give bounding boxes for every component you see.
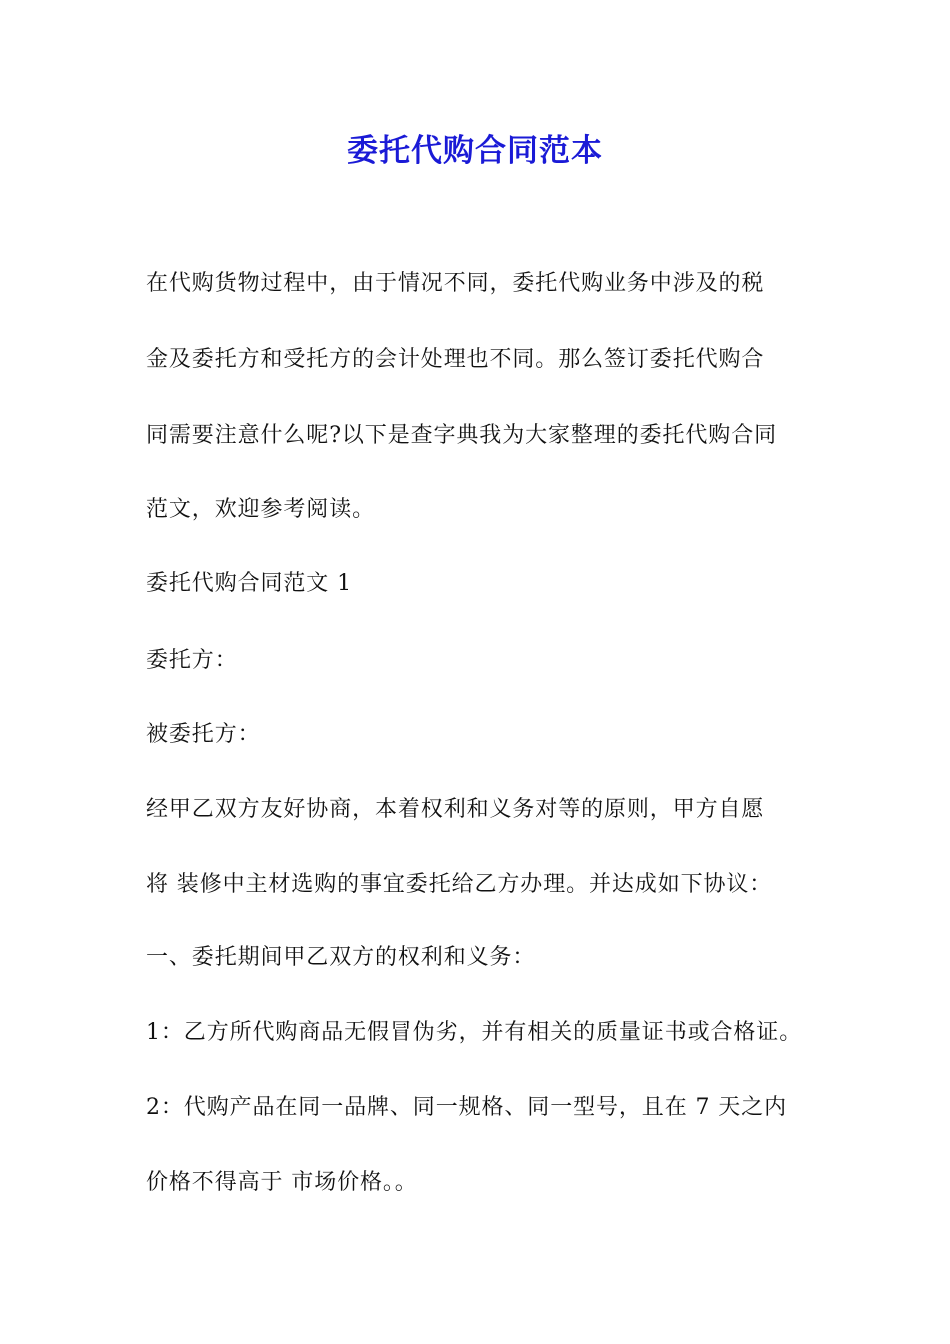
- paragraph-line-4: 范文，欢迎参考阅读。: [146, 497, 376, 522]
- client-label: 委托方：: [146, 648, 238, 673]
- agent-label: 被委托方：: [146, 722, 261, 747]
- clause-heading: 一、委托期间甲乙双方的权利和义务：: [146, 945, 536, 970]
- section-heading: 委托代购合同范文 1: [146, 571, 352, 596]
- paragraph-line-3: 同需要注意什么呢?以下是查字典我为大家整理的委托代购合同: [146, 423, 777, 448]
- paragraph-line-8: 经甲乙双方友好协商，本着权利和义务对等的原则，甲方自愿: [146, 797, 765, 822]
- clause-item-2-continued: 价格不得高于 市场价格。。: [146, 1170, 418, 1195]
- paragraph-line-2: 金及委托方和受托方的会计处理也不同。那么签订委托代购合: [146, 347, 765, 372]
- paragraph-line-9: 将 装修中主材选购的事宜委托给乙方办理。并达成如下协议：: [146, 872, 773, 897]
- clause-item-1: 1：乙方所代购商品无假冒伪劣，并有相关的质量证书或合格证。: [146, 1020, 803, 1045]
- paragraph-line-1: 在代购货物过程中，由于情况不同，委托代购业务中涉及的税: [146, 271, 765, 296]
- clause-item-2: 2：代购产品在同一品牌、同一规格、同一型号，且在 7 天之内: [146, 1095, 787, 1120]
- document-title: 委托代购合同范本: [347, 133, 603, 169]
